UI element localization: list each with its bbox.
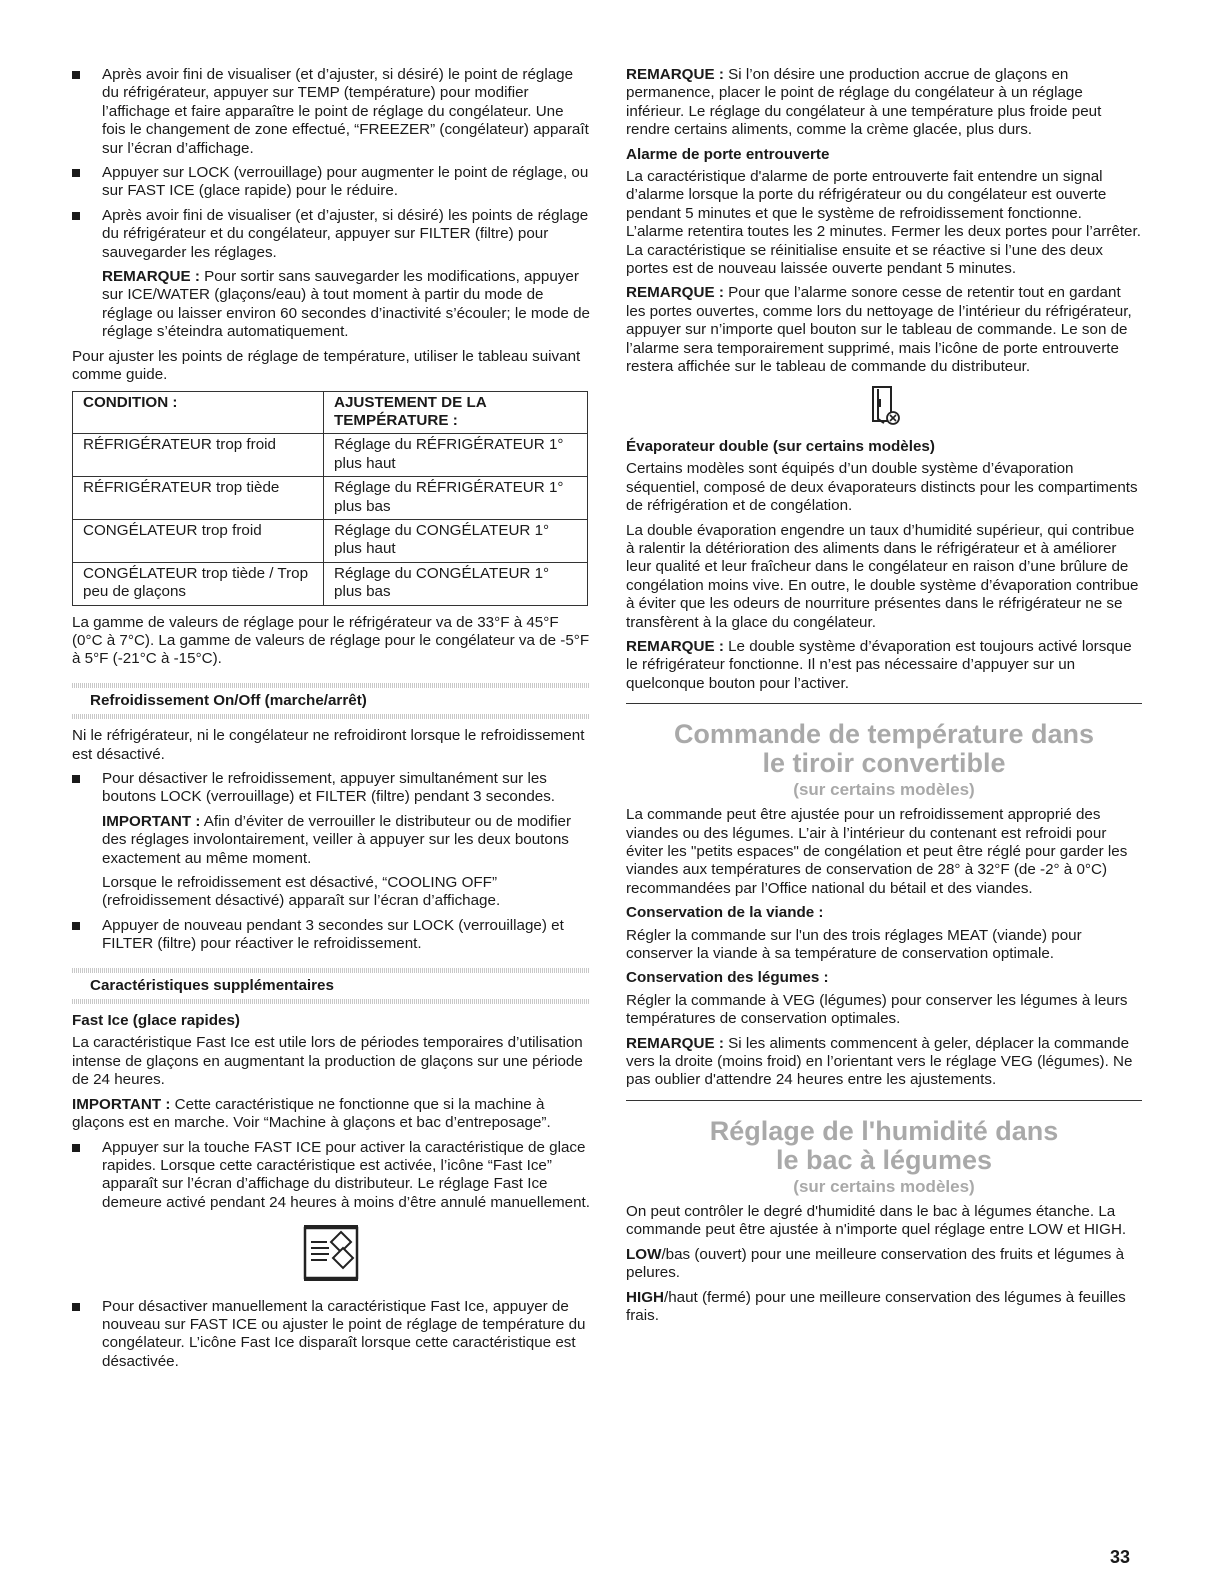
section-divider xyxy=(626,703,1142,704)
vegetable-storage-paragraph: Régler la commande à VEG (légumes) pour conserver les légumes à leurs températures de conservation optimales. xyxy=(626,991,1128,1028)
table-row xyxy=(73,519,588,562)
fast-ice-paragraph: La caractéristique Fast Ice est utile lors de périodes temporaires d’utilisation intense de glaçons en augmentant la production de glaçons sur une période de 24 heures. xyxy=(72,1034,583,1089)
note-lower-freezer-setting: REMARQUE : Si l’on désire une production accrue de glaçons en permanence, placer le point de réglage du congélateur à un réglage inférieur. Le réglage du congélateur à une température plus froide peut rendre certains aliments, comme la crème glacée, plus durs. xyxy=(626,66,1102,139)
hatch-rule xyxy=(72,714,590,719)
bullet-lock-fast-ice: Appuyer sur LOCK (verrouillage) pour augmenter le point de réglage, ou sur FAST ICE (glace rapide) pour le réduire. xyxy=(72,164,590,201)
heading-convertible-drawer: Commande de température dans le tiroir convertible xyxy=(673,719,1095,779)
hatch-rule xyxy=(72,999,590,1004)
table-cell: RÉFRIGÉRATEUR trop tiède xyxy=(73,477,324,520)
table-row xyxy=(73,434,588,477)
bullet-reactivate-cooling: Appuyer de nouveau pendant 3 secondes sur LOCK (verrouillage) et FILTER (filtre) pour réactiver le refroidissement. xyxy=(72,917,590,954)
note-food-freezing: REMARQUE : Si les aliments commencent à geler, déplacer la commande vers la droite (moins froid) en l’orientant vers le réglage VEG (légumes). Ne pas oublier d'attendre 24 heures entre les ajustements. xyxy=(626,1034,1133,1089)
table-header-condition: CONDITION : xyxy=(73,391,324,434)
table-row xyxy=(73,562,588,605)
table-cell: Réglage du RÉFRIGÉRATEUR 1° plus bas xyxy=(324,477,588,520)
fast-ice-icon xyxy=(72,1218,590,1293)
temperature-adjustment-table xyxy=(72,391,588,606)
setpoint-range: La gamme de valeurs de réglage pour le réfrigérateur va de 33°F à 45°F (0°C à 7°C). La gamme de valeurs de réglage pour le congélateur va de -5°F à 5°F (-21°C à -15°C). xyxy=(72,613,590,668)
bullet-view-freezer-setpoint: Après avoir fini de visualiser (et d’ajuster, si désiré) le point de réglage du réfrigérateur, appuyer sur TEMP (température) pour modifier l’affichage et faire apparaître le point de réglage du congélateur. Une fois le changement de zone effectué, “FREEZER” (congélateur) apparaît sur l’écran d’affichage. xyxy=(72,66,590,158)
convertible-drawer-paragraph: La commande peut être ajustée pour un refroidissement approprié des viandes ou des légumes. L’air à l’intérieur du contenant est refroidi pour éviter les "petits espaces" de congélation et peut être réglé pour garder les viandes aux températures de conservation de 28° à 32°F (de -2° à 0°C) recommandées par l’Office national du bétail et des viandes. xyxy=(626,806,1128,897)
left-column xyxy=(72,66,590,1377)
door-alarm-title: Alarme de porte entrouverte xyxy=(626,145,830,163)
door-alarm-paragraph: La caractéristique d'alarme de porte entrouverte fait entendre un signal d’alarme lorsque la porte du réfrigérateur ou du congélateur est ouverte pendant 5 minutes et que le système de refroidissement fonctionne. L’alarme retentira toutes les 2 minutes. Fermer les deux portes pour l’arrêter. La caractéristique se réinitialise ensuite et se réactive si l’une des deux portes est de nouveau laissée ouverte pendant 5 minutes. xyxy=(626,168,1141,278)
table-header-row xyxy=(73,391,588,434)
important-simultaneous-press: IMPORTANT : Afin d’éviter de verrouiller le distributeur ou de modifier des réglages involontairement, veiller à appuyer sur les deux boutons exactement au même moment. xyxy=(102,812,572,867)
note-dual-evaporator-always-on: REMARQUE : Le double système d’évaporation est toujours activé lorsque le réfrigérateur fonctionne. Il n’est pas nécessaire d’appuyer sur un quelconque bouton pour l’activer. xyxy=(626,637,1132,692)
crisper-humidity-paragraph: On peut contrôler le degré d'humidité dans le bac à légumes étanche. La commande peut être ajustée à n'importe quel réglage entre LOW et HIGH. xyxy=(626,1202,1127,1239)
section-divider xyxy=(626,1100,1142,1101)
table-cell: Réglage du RÉFRIGÉRATEUR 1° plus haut xyxy=(324,434,588,477)
note-silence-alarm: REMARQUE : Pour que l’alarme sonore cesse de retentir tout en gardant les portes ouvertes, comme lors du nettoyage de l’intérieur du réfrigérateur, appuyer sur n’importe quel bouton sur le tableau de commande. Le son de l’alarme sera temporairement supprimé, mais l’icône de porte entrouverte restera affichée sur le tableau de commande du distributeur. xyxy=(626,284,1132,376)
table-row xyxy=(73,477,588,520)
low-setting-paragraph: LOW/bas (ouvert) pour une meilleure conservation des fruits et légumes à pelures. xyxy=(626,1245,1125,1282)
meat-storage-paragraph: Régler la commande sur l'un des trois réglages MEAT (viande) pour conserver la viande à sa température de conservation optimale. xyxy=(626,926,1082,963)
important-ice-maker: IMPORTANT : Cette caractéristique ne fonctionne que si la machine à glaçons est en marche. Voir “Machine à glaçons et bac d’entreposage”. xyxy=(72,1095,551,1132)
high-setting-paragraph: HIGH/haut (fermé) pour une meilleure conservation des légumes à feuilles frais. xyxy=(626,1288,1126,1324)
right-column xyxy=(626,66,1142,1331)
heading-crisper-humidity-subtitle: (sur certains modèles) xyxy=(793,1176,975,1196)
section-bar-additional-features xyxy=(72,968,590,1004)
dual-evaporator-paragraph-2: La double évaporation engendre un taux d’humidité supérieur, qui contribue à ralentir la détérioration des aliments dans le réfrigérateur et à améliorer leur qualité et leur fraîcheur dans le congélateur en raison d’une brûlure de congélation moins vive. En outre, le double système d’évaporation contribue à éviter que les odeurs de nourriture présentes dans le réfrigérateur ne se transfèrent à la glace du congélateur. xyxy=(626,521,1139,631)
table-intro: Pour ajuster les points de réglage de température, utiliser le tableau suivant comme guide. xyxy=(72,347,581,384)
note-exit-without-saving: REMARQUE : Pour sortir sans sauvegarder les modifications, appuyer sur ICE/WATER (glaçons/eau) à tout moment à partir du mode de réglage ou laisser environ 60 secondes d’inactivité s’écouler; le mode de réglage s’éteindra automatiquement. xyxy=(102,268,590,341)
fast-ice-title: Fast Ice (glace rapides) xyxy=(72,1012,240,1030)
table-cell: Réglage du CONGÉLATEUR 1° plus haut xyxy=(324,519,588,562)
bullet-activate-fast-ice: Appuyer sur la touche FAST ICE pour activer la caractéristique de glace rapides. Lorsque cette caractéristique est activée, l’icône “Fast Ice” apparaît sur l’écran d’affichage du distributeur. Le réglage Fast Ice demeure activé pendant 24 heures à moins d’être annulé manuellement. xyxy=(72,1139,590,1213)
heading-convertible-drawer-subtitle: (sur certains modèles) xyxy=(793,780,975,800)
page-number: 33 xyxy=(1110,1547,1131,1567)
bullet-deactivate-fast-ice: Pour désactiver manuellement la caractéristique Fast Ice, appuyer de nouveau sur FAST ICE ou ajuster le point de réglage de température du congélateur. L’icône Fast Ice disparaît lorsque cette caractéristique est désactivée. xyxy=(72,1298,590,1372)
table-header-adjustment: AJUSTEMENT DE LA TEMPÉRATURE : xyxy=(324,391,588,434)
note-cooling-off-display: Lorsque le refroidissement est désactivé, “COOLING OFF” (refroidissement désactivé) apparaît sur l’écran d’affichage. xyxy=(102,874,501,910)
heading-crisper-humidity: Réglage de l'humidité dans le bac à légumes xyxy=(709,1115,1059,1175)
dual-evaporator-paragraph-1: Certains modèles sont équipés d’un double système d’évaporation séquentiel, composé de deux évaporateurs distincts pour les compartiments de réfrigération et de congélation. xyxy=(626,460,1138,515)
table-cell: Réglage du CONGÉLATEUR 1° plus bas xyxy=(324,562,588,605)
table-cell: CONGÉLATEUR trop froid xyxy=(73,519,324,562)
dual-evaporator-title: Évaporateur double (sur certains modèles) xyxy=(626,437,935,455)
table-cell: CONGÉLATEUR trop tiède / Trop peu de glaçons xyxy=(73,562,324,605)
cooling-off-paragraph: Ni le réfrigérateur, ni le congélateur ne refroidiront lorsque le refroidissement est désactivé. xyxy=(72,727,585,763)
door-ajar-icon xyxy=(626,383,1142,434)
section-bar-cooling-on-off xyxy=(72,683,590,719)
bullet-save-settings: Après avoir fini de visualiser (et d’ajuster, si désiré) les points de réglage du réfrigérateur et du congélateur, appuyer sur FILTER (filtre) pour sauvegarder les réglages. xyxy=(72,207,590,262)
meat-storage-title: Conservation de la viande : xyxy=(626,904,824,922)
section-title-cooling-on-off: Refroidissement On/Off (marche/arrêt) xyxy=(90,691,367,709)
vegetable-storage-title: Conservation des légumes : xyxy=(626,969,829,987)
table-cell: RÉFRIGÉRATEUR trop froid xyxy=(73,434,324,477)
bullet-disable-cooling: Pour désactiver le refroidissement, appuyer simultanément sur les boutons LOCK (verrouillage) et FILTER (filtre) pendant 3 secondes. xyxy=(72,770,590,807)
section-title-additional-features: Caractéristiques supplémentaires xyxy=(90,976,334,994)
